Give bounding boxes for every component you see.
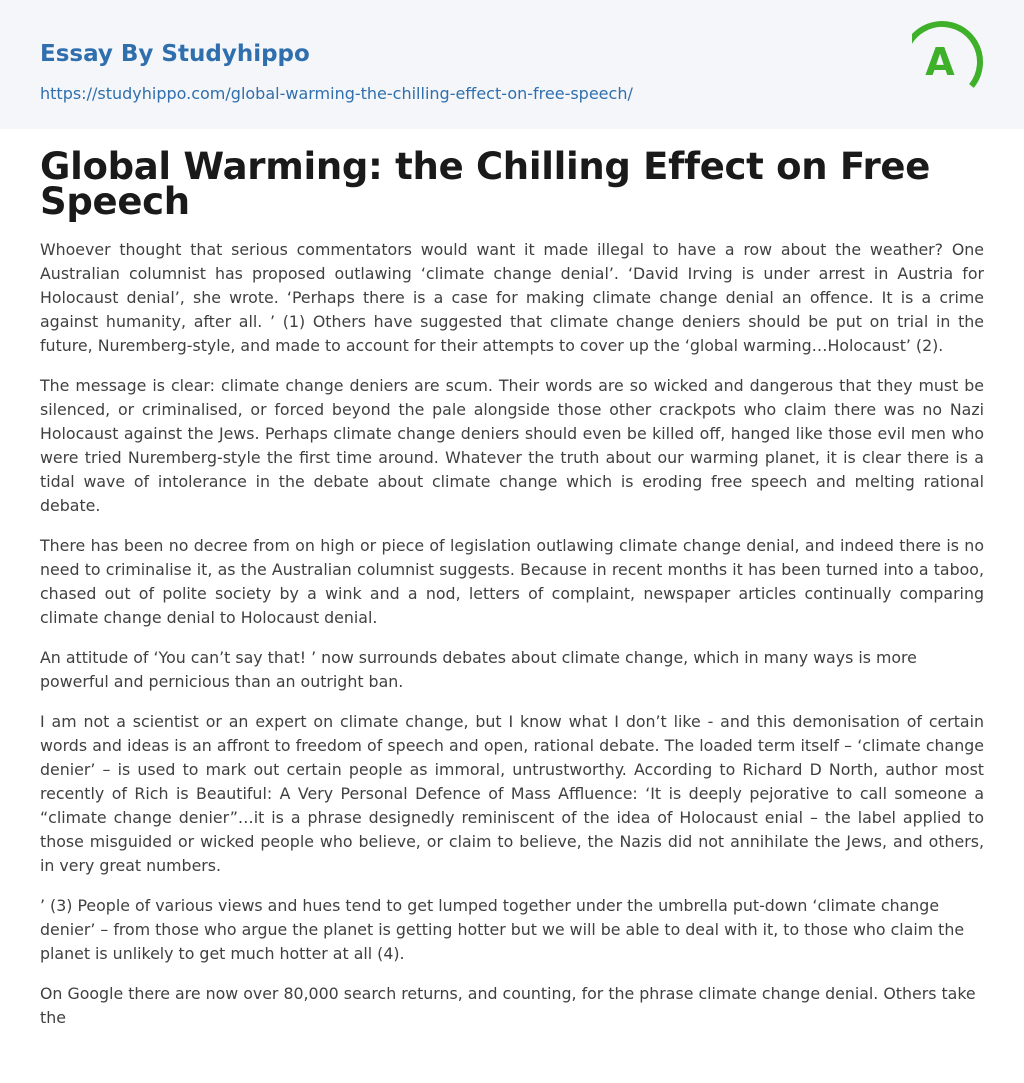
site-brand[interactable]: Essay By Studyhippo — [40, 41, 310, 67]
site-header — [0, 0, 1024, 129]
studyhippo-logo-icon[interactable] — [912, 19, 986, 105]
essay-url-link[interactable]: https://studyhippo.com/global-warming-the-chilling-effect-on-free-speech/ — [40, 84, 633, 103]
paragraph: On Google there are now over 80,000 search returns, and counting, for the phrase climate change denial. Others take the — [40, 984, 976, 1027]
paragraph: ’ (3) People of various views and hues tend to get lumped together under the umbrella put-down ‘climate change denier’ – from those who argue the planet is getting hotter but we will be able to deal with it, to those who claim the planet is unlikely to get much hotter at all (4). — [40, 896, 965, 963]
article-title: Global Warming: the Chilling Effect on Free Speech — [40, 145, 931, 223]
paragraph: I am not a scientist or an expert on climate change, but I know what I don’t like - and this demonisation of certain words and ideas is an affront to freedom of speech and open, rational debate. The loaded term itself – ‘climate change denier’ – is used to mark out certain people as immoral, untrustworthy. According to Richard D North, author most recently of Rich is Beautiful: A Very Personal Defence of Mass Affluence: ‘It is deeply pejorative to call someone a “climate change denier”…it is a phrase designedly reminiscent of the idea of Holocaust enial – the label applied to those misguided or wicked people who believe, or claim to believe, the Nazis did not annihilate the Jews, and others, in very great numbers. — [40, 712, 984, 875]
paragraph: Whoever thought that serious commentators would want it made illegal to have a row about the weather? One Australian columnist has proposed outlawing ‘climate change denial’. ‘David Irving is under arrest in Austria for Holocaust denial’, she wrote. ‘Perhaps there is a case for making climate change denial an offence. It is a crime against humanity, after all. ’ (1) Others have suggested that climate change deniers should be put on trial in the future, Nuremberg-style, and made to account for their attempts to cover up the ‘global warming…Holocaust’ (2). — [40, 240, 984, 355]
article — [0, 129, 1024, 1030]
paragraph: There has been no decree from on high or piece of legislation outlawing climate change denial, and indeed there is no need to criminalise it, as the Australian columnist suggests. Because in recent months it has been turned into a taboo, chased out of polite society by a wink and a nod, letters of complaint, newspaper articles continually comparing climate change denial to Holocaust denial. — [40, 536, 984, 627]
paragraph: An attitude of ‘You can’t say that! ’ now surrounds debates about climate change, which in many ways is more powerful and pernicious than an outright ban. — [40, 648, 917, 691]
paragraph: The message is clear: climate change deniers are scum. Their words are so wicked and dangerous that they must be silenced, or criminalised, or forced beyond the pale alongside those other crackpots who claim there was no Nazi Holocaust against the Jews. Perhaps climate change deniers should even be killed off, hanged like those evil men who were tried Nuremberg-style the first time around. Whatever the truth about our warming planet, it is clear there is a tidal wave of intolerance in the debate about climate change which is eroding free speech and melting rational debate. — [40, 376, 984, 515]
logo-letter: A — [925, 40, 955, 84]
